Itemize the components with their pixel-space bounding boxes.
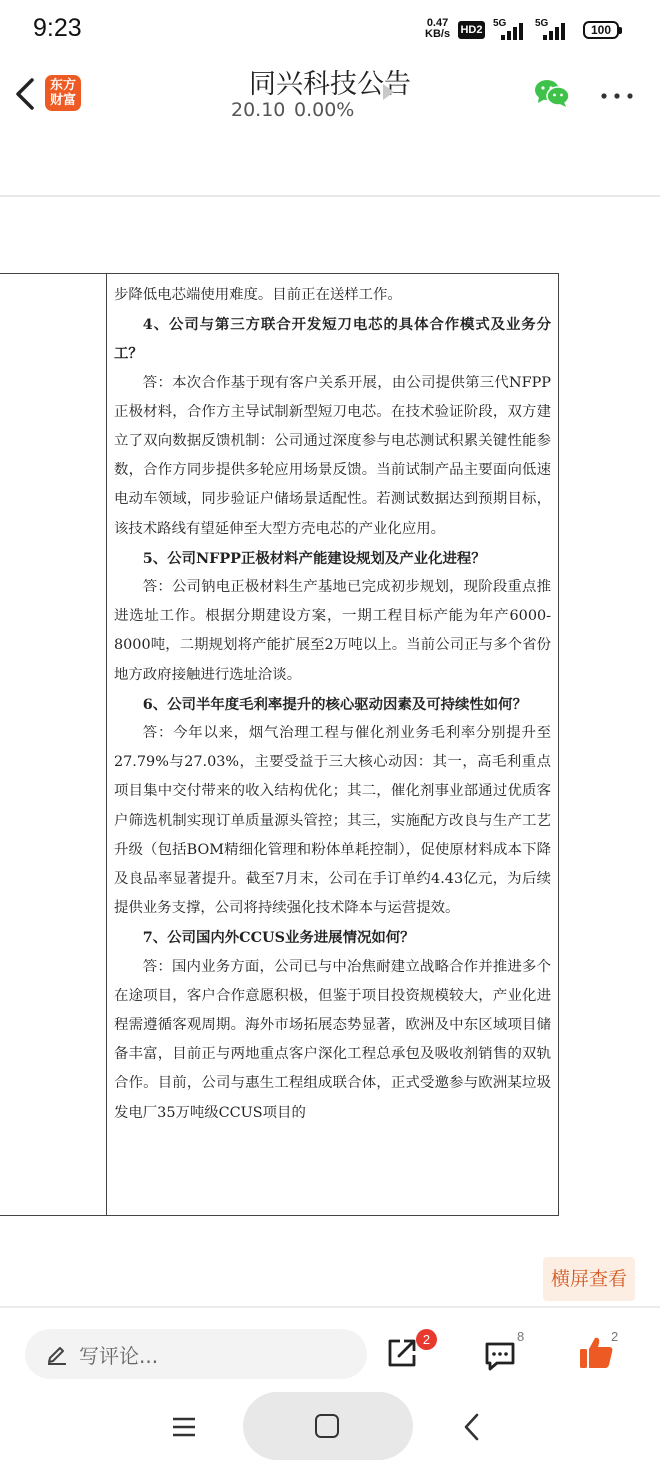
home-square-icon (315, 1414, 339, 1438)
battery-icon: 100 (583, 21, 619, 39)
more-options-button[interactable] (600, 86, 634, 96)
landscape-view-button[interactable]: 横屏查看 (543, 1257, 635, 1301)
doc-answer: 答：公司钠电正极材料生产基地已完成初步规划，现阶段重点推进选址工作。根据分期建设方案，一期工程目标产能为年产6000-8000吨，二期规划将产能扩展至2万吨以上。当前公司正与多个省份地方政府接触进行选址洽谈。 (114, 579, 551, 683)
doc-answer: 答：今年以来，烟气治理工程与催化剂业务毛利率分别提升至27.79%与27.03%，主要受益于三大核心动因：其一，高毛利重点项目集中交付带来的收入结构优化；其二，催化剂事业部通过优质客户筛选机制实现订单质量源头管控；其三，实施配方改良与生产工艺升级（包括BOM精细化管理和粉体单耗控制），促使原材料成本下降及良品率显著提升。截至7月末，公司在手订单约4.43亿元，为后续提供业务支撑，公司将持续强化技术降本与运营提效。 (114, 725, 551, 917)
share-icon (385, 1336, 419, 1370)
document-column-divider (106, 273, 107, 1216)
bottom-divider (0, 1306, 660, 1308)
nav-back-button[interactable] (460, 1412, 484, 1442)
like-button[interactable] (578, 1334, 614, 1370)
hd-voice-icon: HD2 (458, 21, 485, 39)
network-speed-unit: KB/s (425, 28, 451, 40)
wechat-share-button[interactable] (534, 78, 570, 108)
thumbs-up-icon (578, 1334, 614, 1370)
header-divider (0, 195, 660, 197)
signal-2-label: 5G (535, 18, 549, 29)
comment-input[interactable] (25, 1329, 367, 1379)
doc-question: 7、公司国内外CCUS业务进展情况如何？ (142, 929, 415, 947)
doc-answer: 答：本次合作基于现有客户关系开展，由公司提供第三代NFPP正极材料，合作方主导试制新型短刀电芯。在技术验证阶段，双方建立了双向数据反馈机制：公司通过深度参与电芯测试积累关键性能参数，合作方同步提供多轮应用场景反馈。当前试制产品主要面向低速电动车领域，同步验证户储场景适配性。若测试数据达到预期目标，该技术路线有望延伸至大型方壳电芯的产业化应用。 (114, 374, 551, 537)
signal-2-icon (535, 18, 573, 40)
comments-count: 8 (517, 1329, 525, 1344)
app-logo-line2: 财富 (49, 93, 76, 108)
wechat-icon (534, 78, 570, 108)
like-count: 2 (611, 1329, 619, 1344)
doc-answer: 答：国内业务方面，公司已与中冶焦耐建立战略合作并推进多个在途项目，客户合作意愿积极，但鉴于项目投资规模较大，产业化进程需遵循客观周期。海外市场拓展态势显著，欧洲及中东区域项目储备丰富，目前正与两地重点客户深化工程总承包及吸收剂销售的双轨合作。目前，公司与惠生工程组成联合体，正式受邀参与欧洲某垃圾发电厂35万吨级CCUS项目的 (114, 958, 551, 1121)
network-speed (425, 18, 450, 40)
share-count-badge: 2 (416, 1329, 437, 1350)
network-speed-value: 0.47 (426, 17, 449, 29)
more-icon (600, 91, 634, 101)
stock-change: 0.00% (294, 99, 355, 121)
doc-question: 6、公司半年度毛利率提升的核心驱动因素及可持续性如何？ (142, 695, 527, 713)
comments-button[interactable] (483, 1338, 517, 1372)
doc-paragraph: 步降低电芯端使用难度。目前正在送样工作。 (114, 287, 402, 303)
pencil-icon (45, 1341, 69, 1365)
document-content (114, 281, 551, 1128)
play-icon[interactable] (383, 84, 394, 100)
signal-1-label: 5G (493, 18, 507, 29)
page-title: 同兴科技公告 (249, 69, 411, 100)
comment-bubble-icon (483, 1338, 517, 1372)
nav-recents-button[interactable] (172, 1416, 196, 1438)
share-button[interactable] (385, 1336, 419, 1370)
comment-placeholder[interactable]: 写评论... (79, 1344, 159, 1368)
signal-1-icon (493, 18, 531, 40)
menu-icon (172, 1416, 196, 1438)
doc-question: 4、公司与第三方联合开发短刀电芯的具体合作模式及业务分工？ (114, 316, 551, 363)
doc-question: 5、公司NFPP正极材料产能建设规划及产业化进程？ (142, 549, 486, 567)
stock-price: 20.10 (231, 99, 286, 121)
nav-back-icon (460, 1412, 484, 1442)
status-time: 9:23 (33, 14, 82, 42)
app-logo-line1: 东方 (49, 78, 76, 93)
